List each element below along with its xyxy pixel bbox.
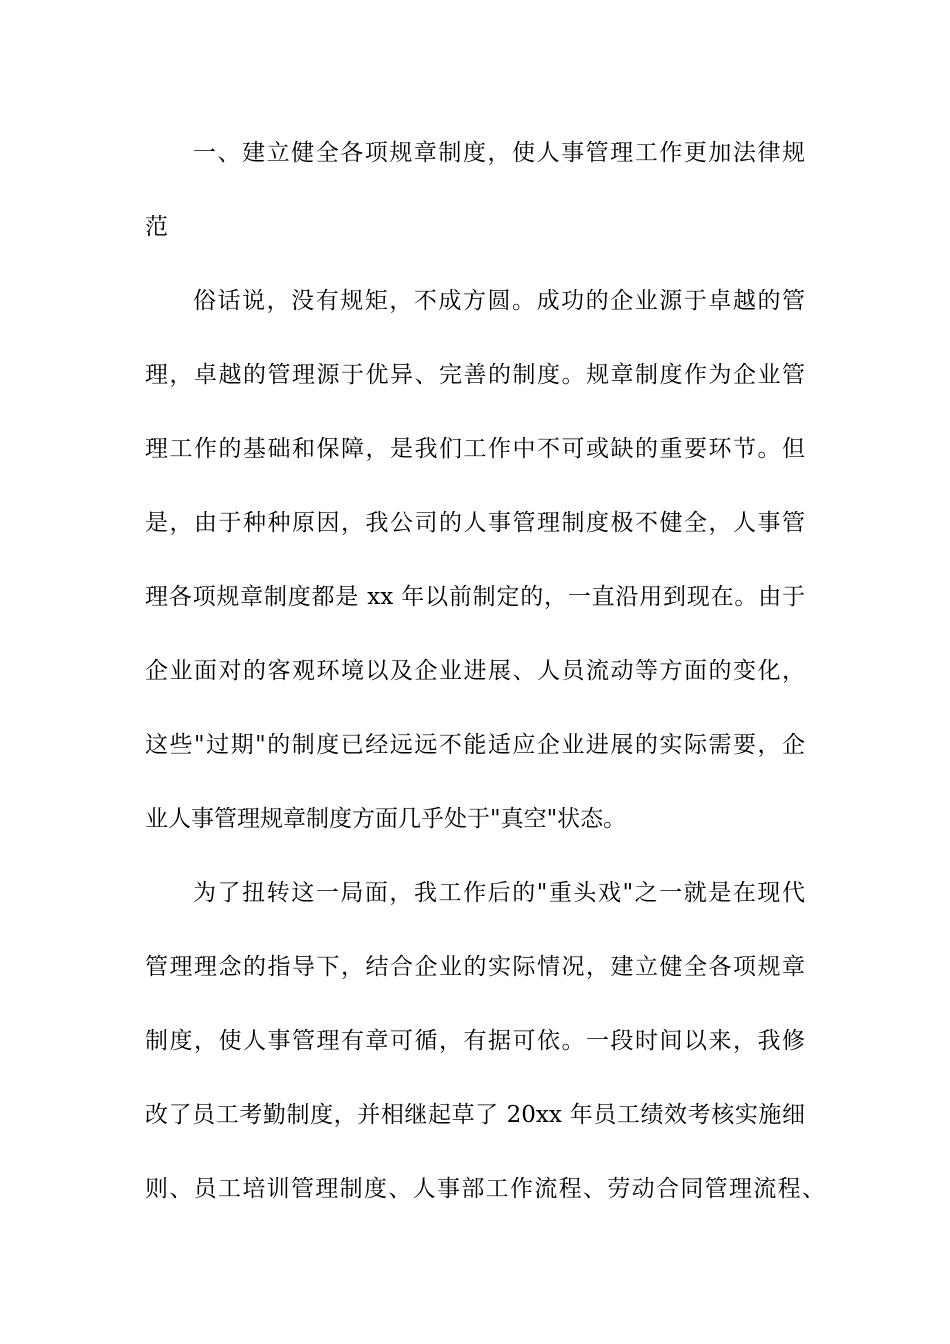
paragraph-line: 理各项规章制度都是 xx 年以前制定的，一直沿用到现在。由于 [145,584,805,610]
paragraph-line: 为了扭转这一局面，我工作后的"重头戏"之一就是在现代 [193,880,805,906]
paragraph-line: 则、员工培训管理制度、人事部工作流程、劳动合同管理流程、 [145,1176,825,1202]
paragraph-line: 业人事管理规章制度方面几乎处于"真空"状态。 [145,806,627,832]
section-heading-line-1: 一、建立健全各项规章制度，使人事管理工作更加法律规 [193,140,805,166]
paragraph-line: 是，由于种种原因，我公司的人事管理制度极不健全，人事管 [145,510,805,536]
paragraph-line: 这些"过期"的制度已经远远不能适应企业进展的实际需要，企 [145,732,805,758]
paragraph-line: 制度，使人事管理有章可循，有据可依。一段时间以来，我修 [145,1028,805,1054]
paragraph-line: 企业面对的客观环境以及企业进展、人员流动等方面的变化， [145,658,805,684]
paragraph-line: 管理理念的指导下，结合企业的实际情况，建立健全各项规章 [145,954,805,980]
paragraph-line: 理工作的基础和保障，是我们工作中不可或缺的重要环节。但 [145,436,805,462]
paragraph-line: 理，卓越的管理源于优异、完善的制度。规章制度作为企业管 [145,362,805,388]
paragraph-line: 改了员工考勤制度，并相继起草了 20xx 年员工绩效考核实施细 [145,1102,805,1128]
paragraph-line: 俗话说，没有规矩，不成方圆。成功的企业源于卓越的管 [193,288,805,314]
section-heading-line-2: 范 [145,214,168,240]
